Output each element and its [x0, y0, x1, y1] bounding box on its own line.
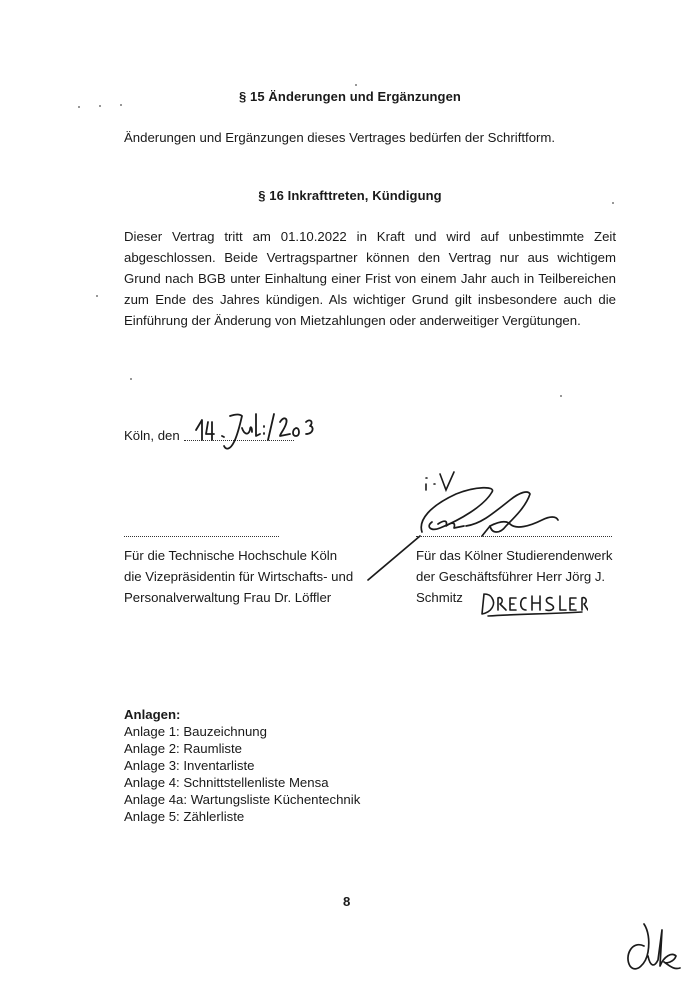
attachment-item: Anlage 2: Raumliste	[124, 741, 243, 756]
scan-speck	[560, 395, 562, 397]
page-number: 8	[343, 894, 351, 909]
scan-speck	[120, 104, 122, 106]
attachment-item: Anlage 1: Bauzeichnung	[124, 724, 267, 739]
signatory-right-line-2: der Geschäftsführer Herr Jörg J.	[416, 569, 606, 584]
attachment-item: Anlage 4: Schnittstellenliste Mensa	[124, 775, 329, 790]
scan-speck	[78, 106, 80, 108]
attachment-item: Anlage 3: Inventarliste	[124, 758, 255, 773]
signatory-left-line-3: Personalverwaltung Frau Dr. Löffler	[124, 590, 332, 605]
section-16-heading: § 16 Inkrafttreten, Kündigung	[258, 188, 442, 203]
attachment-item: Anlage 5: Zählerliste	[124, 809, 245, 824]
attachments-title: Anlagen:	[124, 707, 181, 722]
signatory-right-line-3: Schmitz	[416, 590, 463, 605]
section-15-heading: § 15 Änderungen und Ergänzungen	[239, 89, 461, 104]
signatory-left-line-1: Für die Technische Hochschule Köln	[124, 548, 338, 563]
signature-line-left	[124, 536, 279, 537]
section-16-paragraph: Dieser Vertrag tritt am 01.10.2022 in Kraft und wird auf unbestimmte Zeit abgeschlossen. Beide Vertragspartner können den Vertrag nur aus wichtigem Grund nach BGB unter Einhaltung einer Frist von einem Jahr auch in Teilbereichen zum Ende des Jahres kündigen. Als wichtiger Grund gilt insbesondere auch die Einführung der Änderung von Mietzahlungen oder anderweitiger Vergütungen.	[124, 229, 616, 328]
handwritten-date	[188, 400, 328, 460]
attachment-item: Anlage 4a: Wartungsliste Küchentechnik	[124, 792, 361, 807]
scan-speck	[96, 295, 98, 297]
scan-speck	[99, 105, 101, 107]
signatory-right-line-1: Für das Kölner Studierendenwerk	[416, 548, 613, 563]
handwritten-initials	[614, 916, 686, 980]
place-date-label: Köln, den	[124, 428, 180, 443]
scan-speck	[130, 378, 132, 380]
handwritten-name	[478, 588, 588, 620]
scan-speck	[355, 84, 357, 86]
section-15-text: Änderungen und Ergänzungen dieses Vertrages bedürfen der Schriftform.	[124, 130, 556, 145]
signatory-left-line-2: die Vizepräsidentin für Wirtschafts- und	[124, 569, 354, 584]
